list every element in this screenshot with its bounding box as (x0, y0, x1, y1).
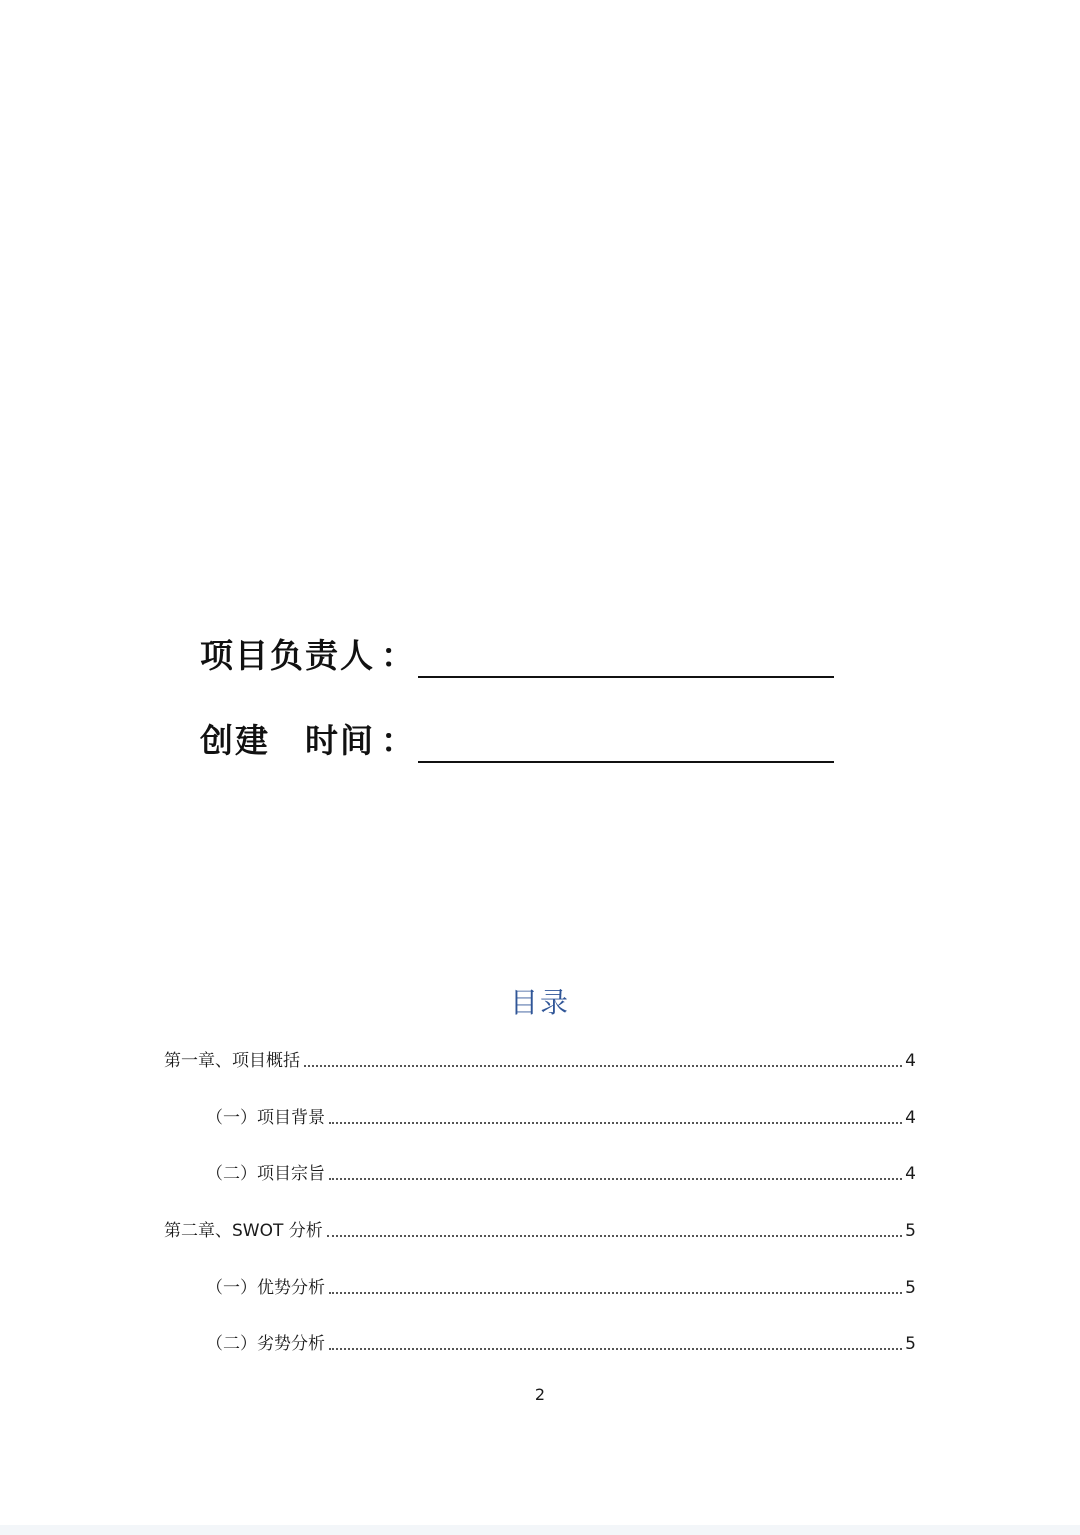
toc-entry-page: 5 (905, 1221, 916, 1241)
page-number: 2 (534, 1385, 546, 1404)
toc-dot-leader (304, 1065, 902, 1067)
toc-dot-leader (327, 1235, 902, 1237)
creation-time-colon: ： (381, 721, 414, 760)
toc-dot-leader (329, 1122, 902, 1124)
project-owner-blank-line[interactable] (418, 676, 834, 678)
toc-dot-leader (329, 1348, 902, 1350)
toc-entry-page: 4 (905, 1051, 916, 1071)
toc-entry-1-1[interactable] (206, 1103, 916, 1129)
toc-entry-label: （一）项目背景 (206, 1108, 325, 1128)
toc-entry-2-1[interactable] (206, 1273, 916, 1299)
toc-entry-page: 4 (905, 1164, 916, 1184)
toc-entry-label: （二）劣势分析 (206, 1334, 325, 1354)
project-owner-colon: ： (381, 636, 414, 675)
toc-entry-label: 第一章、项目概括 (164, 1051, 300, 1071)
toc-entry-page: 4 (905, 1108, 916, 1128)
creation-time-field (200, 703, 840, 763)
toc-entry-chapter-2[interactable] (164, 1216, 916, 1242)
project-owner-field (200, 618, 840, 678)
viewer-bottom-strip (0, 1525, 1080, 1535)
toc-entry-page: 5 (905, 1278, 916, 1298)
toc-dot-leader (329, 1292, 902, 1294)
toc-entry-label: （二）项目宗旨 (206, 1164, 325, 1184)
toc-title: 目录 (509, 986, 570, 1019)
creation-time-label: 创建 时间 (200, 721, 375, 760)
toc-entry-chapter-1[interactable] (164, 1046, 916, 1072)
toc-entry-label: 第二章、SWOT 分析 (164, 1221, 323, 1241)
toc-dot-leader (329, 1178, 902, 1180)
project-owner-label: 项目负责人 (200, 636, 375, 675)
toc-entry-1-2[interactable] (206, 1159, 916, 1185)
toc-entry-page: 5 (905, 1334, 916, 1354)
creation-time-blank-line[interactable] (418, 761, 834, 763)
toc-entry-label: （一）优势分析 (206, 1278, 325, 1298)
toc-entry-2-2[interactable] (206, 1329, 916, 1355)
